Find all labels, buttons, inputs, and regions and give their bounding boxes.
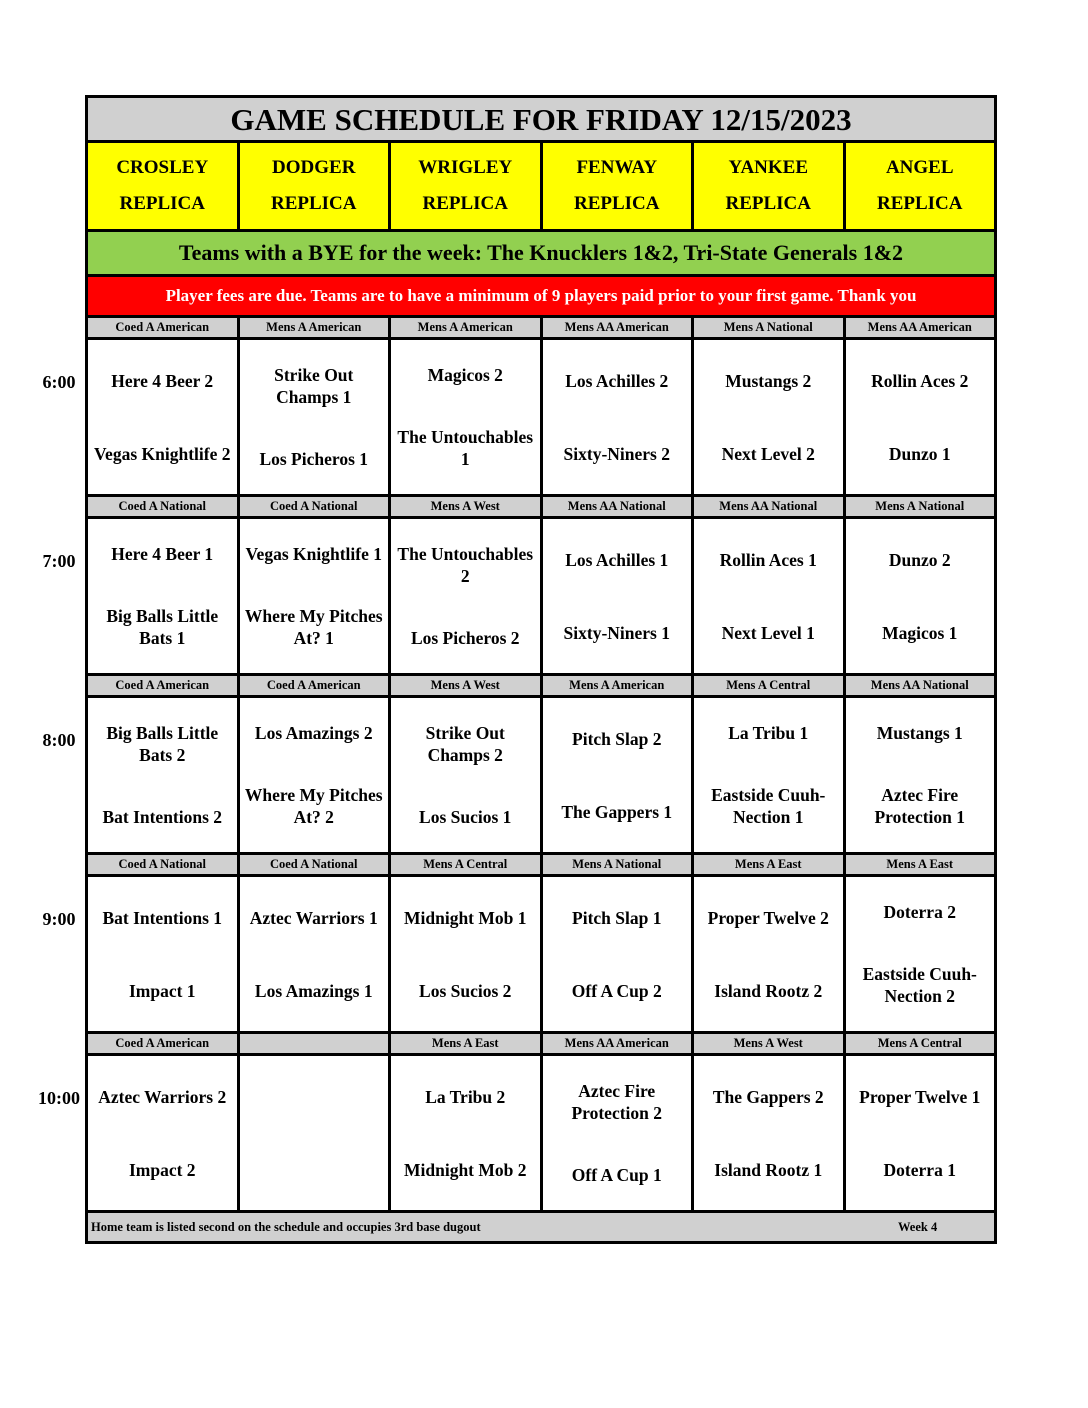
division-label: Mens A Central [391,855,543,874]
away-team: The Untouchables 2 [397,544,534,586]
division-label: Mens A East [846,855,995,874]
home-team: Doterra 1 [883,1159,956,1180]
division-label: Mens A Central [846,1034,995,1053]
away-team: Aztec Warriors 1 [249,907,378,928]
home-team: Dunzo 1 [888,443,951,464]
game-row [42,519,994,676]
field-header [240,143,392,232]
time-label: 7:00 [42,551,76,571]
field-header [391,143,543,232]
game-cell [391,1056,543,1210]
division-row [88,318,994,340]
away-team: Here 4 Beer 2 [111,370,214,391]
game-cell [88,1056,240,1210]
division-label: Mens A East [391,1034,543,1053]
away-team: La Tribu 2 [425,1086,506,1107]
field-name: CROSLEY [116,157,209,178]
schedule-sheet [38,95,997,1244]
game-cell [694,340,846,494]
field-header-row [88,143,994,232]
home-team: Island Rootz 1 [714,1159,823,1180]
division-label: Mens A West [391,497,543,516]
field-sub: REPLICA [119,193,205,214]
home-team: Los Amazings 1 [254,980,373,1001]
home-team: Where My Pitches At? 1 [244,606,383,648]
away-team: Strike Out Champs 2 [425,723,505,765]
division-label: Coed A American [88,318,240,337]
game-cell [240,1056,392,1210]
game-cell [391,340,543,494]
game-row [42,340,994,497]
home-team: Los Picheros 1 [259,449,369,469]
division-label: Mens A National [694,318,846,337]
division-label: Mens AA National [846,676,995,695]
division-label: Coed A American [88,1034,240,1053]
away-team: Strike Out Champs 1 [274,365,354,407]
game-cell [846,340,995,494]
home-team: Eastside Cuuh-Nection 2 [862,964,977,1006]
home-team: Next Level 1 [721,622,815,643]
division-label: Coed A American [88,676,240,695]
week-label: Week 4 [898,1220,938,1234]
bye-banner: Teams with a BYE for the week: The Knucklers 1&2, Tri-State Generals 1&2 [88,232,994,277]
home-team: Sixty-Niners 1 [563,622,670,643]
field-header [543,143,695,232]
home-team: Big Balls Little Bats 1 [106,606,219,648]
away-team: Mustangs 1 [876,723,963,743]
field-header [846,143,995,232]
division-label: Mens A American [391,318,543,337]
field-name: FENWAY [576,157,658,178]
game-cell [846,877,995,1031]
game-cell [240,877,392,1031]
away-team: Midnight Mob 1 [403,907,527,928]
away-team: Dunzo 2 [888,549,951,570]
game-cell [846,1056,995,1210]
fees-banner: Player fees are due. Teams are to have a minimum of 9 players paid prior to your first game. Thank you [88,277,994,318]
game-cell [543,698,695,852]
time-label: 10:00 [38,1088,80,1108]
home-team: Magicos 1 [882,622,958,643]
game-cell [694,698,846,852]
game-cell [391,519,543,673]
field-name: WRIGLEY [418,157,513,178]
home-team: Off A Cup 2 [571,980,662,1001]
away-team: Vegas Knightlife 1 [245,544,382,564]
game-cell [694,519,846,673]
away-team: La Tribu 1 [728,723,809,743]
game-row [42,877,994,1034]
game-cell [543,1056,695,1210]
game-cell [694,877,846,1031]
away-team: Magicos 2 [427,365,503,385]
home-team: Midnight Mob 2 [403,1159,527,1180]
division-label: Mens AA American [846,318,995,337]
game-cell [240,698,392,852]
division-label: Mens A National [846,497,995,516]
division-label: Mens A Central [694,676,846,695]
game-row [42,698,994,855]
home-team: Island Rootz 2 [714,980,823,1001]
field-sub: REPLICA [725,193,811,214]
field-sub: REPLICA [422,193,508,214]
home-team: Sixty-Niners 2 [563,443,670,464]
division-label: Mens AA National [543,497,695,516]
away-team: Big Balls Little Bats 2 [106,723,219,765]
home-team: Los Picheros 2 [410,628,520,648]
away-team: Pitch Slap 2 [572,728,662,749]
home-team: Eastside Cuuh-Nection 1 [711,785,826,827]
field-name: YANKEE [728,157,809,178]
field-header [694,143,846,232]
field-header [88,143,240,232]
game-cell [88,877,240,1031]
game-cell [240,519,392,673]
home-team: The Untouchables 1 [397,427,534,469]
home-team: Impact 1 [128,980,196,1001]
field-sub: REPLICA [876,193,963,214]
away-team: Pitch Slap 1 [572,907,662,928]
division-label: Mens AA American [543,1034,695,1053]
division-label: Coed A National [88,855,240,874]
time-label: 6:00 [42,372,76,392]
game-cell [846,519,995,673]
division-label: Mens A American [543,676,695,695]
game-cell [543,877,695,1031]
away-team: Here 4 Beer 1 [111,544,214,564]
away-team: Proper Twelve 1 [859,1086,981,1107]
game-cell [240,340,392,494]
game-cell [391,698,543,852]
game-cell [694,1056,846,1210]
field-name: DODGER [272,157,356,178]
away-team: Los Achilles 2 [565,370,669,391]
game-cell [88,519,240,673]
time-label: 8:00 [42,730,76,750]
home-team: Next Level 2 [721,443,815,464]
division-row [88,497,994,519]
game-cell [88,698,240,852]
away-team: Bat Intentions 1 [102,907,223,928]
footer-note: Home team is listed second on the schedule and occupies 3rd base dugout [91,1220,481,1234]
time-label: 9:00 [42,909,76,929]
away-team: Proper Twelve 2 [707,907,829,928]
away-team: Doterra 2 [883,902,956,922]
field-sub: REPLICA [270,193,357,214]
division-label: Mens A American [240,318,392,337]
division-label: Mens A East [694,855,846,874]
game-cell [391,877,543,1031]
away-team: The Gappers 2 [712,1086,824,1107]
home-team: Aztec Fire Protection 1 [874,785,966,827]
away-team: Rollin Aces 1 [719,549,817,570]
division-label: Coed A National [88,497,240,516]
footer-bar [88,1213,994,1241]
division-label: Mens A National [543,855,695,874]
division-label: Mens A West [694,1034,846,1053]
home-team: Los Sucios 1 [419,807,512,827]
away-team: Aztec Fire Protection 2 [571,1081,663,1123]
page-title: GAME SCHEDULE FOR FRIDAY 12/15/2023 [88,98,994,143]
away-team: Los Amazings 2 [254,723,373,743]
division-row [88,676,994,698]
away-team: Aztec Warriors 2 [98,1086,227,1107]
game-cell [88,340,240,494]
home-team: The Gappers 1 [561,801,673,822]
game-cell [543,340,695,494]
home-team: Los Sucios 2 [419,980,512,1001]
division-row [88,855,994,877]
division-row [88,1034,994,1056]
division-label: Coed A National [240,855,392,874]
away-team: Mustangs 2 [725,370,812,391]
home-team: Off A Cup 1 [571,1165,662,1185]
division-label: Mens A West [391,676,543,695]
home-team: Where My Pitches At? 2 [244,785,383,827]
division-label: Mens AA National [694,497,846,516]
home-team: Bat Intentions 2 [102,807,223,827]
game-cell [846,698,995,852]
division-label: Coed A American [240,676,392,695]
field-name: ANGEL [885,157,954,178]
game-cell [543,519,695,673]
field-sub: REPLICA [573,193,660,214]
home-team: Vegas Knightlife 2 [94,443,231,464]
away-team: Los Achilles 1 [565,549,669,570]
away-team: Rollin Aces 2 [871,370,969,391]
division-label: Mens AA American [543,318,695,337]
home-team: Impact 2 [128,1159,196,1180]
division-label: Coed A National [240,497,392,516]
division-label [240,1034,392,1053]
game-row [38,1056,994,1213]
